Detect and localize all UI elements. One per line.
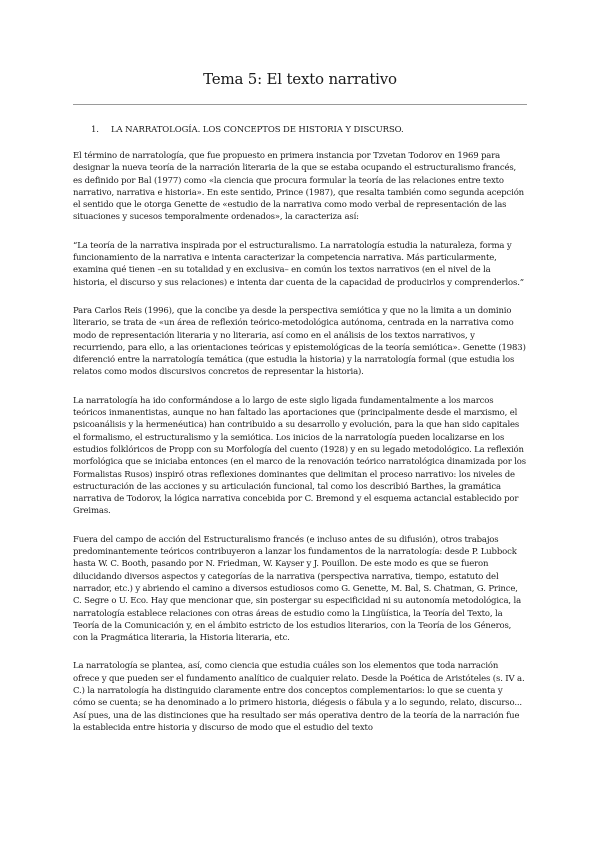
paragraph-definition: El término de narratología, que fue propuesto en primera instancia por Tzvetan Todorov en 1969 para designar la nueva teoría de la narración literaria de la que se estaba ocupando el estructuralismo francés, es definido por Bal (1977) como «la ciencia que procura formular la teoría de las relaciones entre texto narrativo, narrativa e historia». En este sentido, Prince (1987), que resalta también como segunda acepción el sentido que le otorga Genette de «estudio de la narrativa como modo verbal de representación de las situaciones y sucesos temporalmente ordenados», la caracteriza así: (73, 151, 524, 223)
document-title: Tema 5: El texto narrativo (203, 70, 397, 88)
paragraph-quote: “La teoría de la narrativa inspirada por el estructuralismo. La narratología estudia la naturaleza, forma y funcionamiento de la narrativa e intenta caracterizar la competencia narrativa. Más particularmente, examina qué tienen –en su totalidad y en exclusiva– en común los textos narrativos (en el nivel de la historia, el discurso y sus relaciones) e intenta dar cuenta de la capacidad de producirlos y comprenderlos.” (73, 240, 524, 288)
title-divider (73, 104, 527, 105)
section-heading (73, 125, 527, 135)
section-heading-text: LA NARRATOLOGÍA. LOS CONCEPTOS DE HISTORIA Y DISCURSO. (111, 125, 404, 135)
paragraph-other-works: Fuera del campo de acción del Estructuralismo francés (e incluso antes de su difusión), otros trabajos predominantemente teóricos contribuyeron a lanzar los fundamentos de la narratología: desde P. Lubbock hasta W. C. Booth, pasando por N. Friedman, W. Kayser y J. Pouillon. De este modo es que se fueron dilucidando diversos aspectos y categorías de la narrativa (perspectiva narrativa, tiempo, estatuto del narrador, etc.) y abriendo el camino a diversos estudiosos como G. Genette, M. Bal, S. Chatman, G. Prince, C. Segre o U. Eco. Hay que mencionar que, sin postergar su especificidad ni su autonomía metodológica, la narratología establece relaciones con otras áreas de estudio como la Lingüística, la Teoría del Texto, la Teoría de la Comunicación y, en el ámbito estricto de los estudios literarios, con la Teoría de los Géneros, con la Pragmática literaria, la Historia literaria, etc. (73, 534, 522, 644)
paragraph-historia-discurso: La narratología se plantea, así, como ciencia que estudia cuáles son los elementos que toda narración ofrece y que pueden ser el fundamento analítico de cualquier relato. Desde la Poética de Aristóteles (s. IV a. C.) la narratología ha distinguido claramente entre dos conceptos complementarios: lo que se cuenta y cómo se cuenta; se ha denominado a lo primero historia, diégesis o fábula y a lo segundo, relato, discurso... Así pues, una de las distinciones que ha resultado ser más operativa dentro de la teoría de la narración fue la establecida entre historia y discurso de modo que el estudio del texto (73, 661, 525, 733)
paragraph-origins: La narratología ha ido conformándose a lo largo de este siglo ligada fundamentalmente a los marcos teóricos inmanentistas, aunque no han faltado las aportaciones que (principalmente desde el marxismo, el psicoanálisis y la hermenéutica) han contribuido a su desarrollo y evolución, para la que han sido capitales el formalismo, el estructuralismo y la semiótica. Los inicios de la narratología pueden localizarse en los estudios folklóricos de Propp con su Morfología del cuento (1928) y en su legado metodológico. La reflexión morfológica que se iniciaba entonces (en el marco de la renovación teórico narratológica dinamizada por los Formalistas Rusos) inspiró otras reflexiones dominantes que delimitan el proceso narrativo: los niveles de estructuración de las acciones y su articulación funcional, tal como los describió Barthes, la gramática narrativa de Todorov, la lógica narrativa concebida por C. Bremond y el esquema actancial establecido por Greimas. (73, 395, 526, 517)
paragraph-reis: Para Carlos Reis (1996), que la concibe ya desde la perspectiva semiótica y que no la limita a un dominio literario, se trata de «un área de reflexión teórico-metodológica autónoma, centrada en la narrativa como modo de representación literaria y no literaria, así como en el análisis de los textos narrativos, y recurriendo, para ello, a las orientaciones teóricas y epistemológicas de la teoría semiótica». Genette (1983) diferenció entre la narratología temática (que estudia la historia) y la narratología formal (que estudia los relatos como modos discursivos concretos de representar la historia). (73, 305, 526, 378)
section-number: 1. (91, 125, 99, 135)
